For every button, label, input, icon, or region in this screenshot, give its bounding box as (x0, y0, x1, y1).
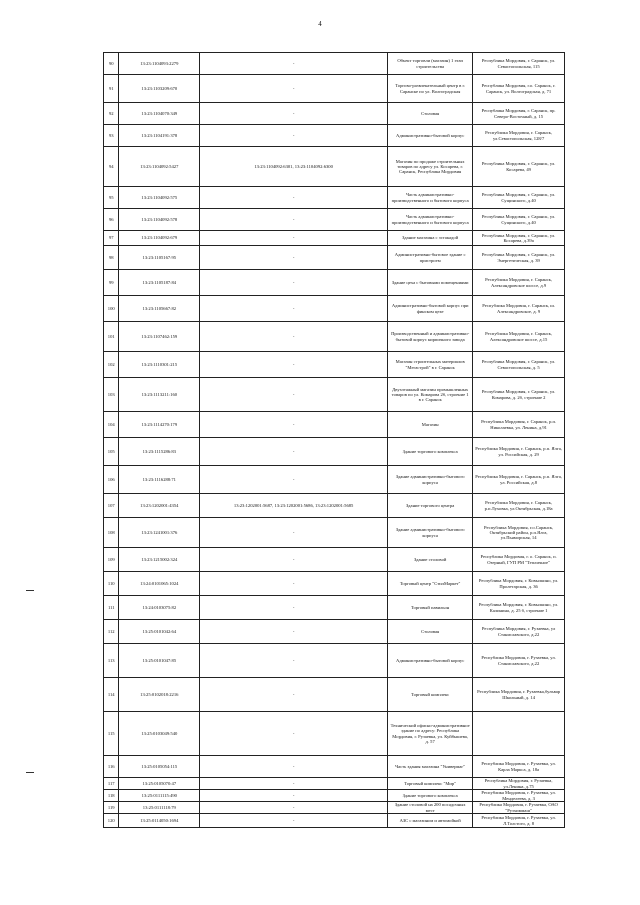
related-cadastral-numbers-cell: 13:23:1202001:5687, 13:23:1202001:5686, 13:23:1202001:5685 (200, 494, 388, 518)
object-name-cell: Здание цеха с бытовыми помещениями (388, 270, 473, 296)
register-table-body (104, 53, 565, 828)
object-name-cell: Торговый комплекс (388, 678, 473, 712)
object-address-cell: Республика Мордовия, г. Саранск, Александровское шоссе, д.15 (473, 322, 565, 352)
row-number-cell: 97 (104, 231, 119, 246)
object-name-cell: Магазин (388, 412, 473, 438)
object-name-cell: Магазин строительных материалов "Мегастрой" в г. Саранск (388, 352, 473, 378)
object-address-cell: Республика Мордовия, г.о.Саранск, Октябрьский район, р.п.Ялга, ул.Пьяморская, 14 (473, 518, 565, 548)
cadastral-number-cell: 13:23:1105167:95 (119, 246, 200, 270)
cadastral-number-cell: 13:23:1113211:160 (119, 378, 200, 412)
cadastral-number-cell: 13:23:1105667:82 (119, 296, 200, 322)
row-number-cell: 99 (104, 270, 119, 296)
table-row (104, 620, 565, 644)
object-address-cell: Республика Мордовия, г. Саранск, ул. Косарева, д.39а (473, 231, 565, 246)
table-row (104, 778, 565, 790)
row-number-cell: 104 (104, 412, 119, 438)
object-name-cell: Столовая (388, 620, 473, 644)
cadastral-number-cell: 13:24:0103075:82 (119, 596, 200, 620)
cadastral-number-cell: 13:25:0101047:85 (119, 644, 200, 678)
cadastral-number-cell: 13:23:1107462:159 (119, 322, 200, 352)
row-number-cell: 92 (104, 103, 119, 125)
object-name-cell: Торговый комплекс "Мир" (388, 778, 473, 790)
table-row (104, 270, 565, 296)
row-number-cell: 113 (104, 644, 119, 678)
object-address-cell (473, 712, 565, 756)
cadastral-number-cell: 13:23:1116288:71 (119, 466, 200, 494)
row-number-cell: 114 (104, 678, 119, 712)
object-name-cell: Часть здания магазина "Универмаг" (388, 756, 473, 778)
object-name-cell: Двухэтажный магазин промышленных товаров по ул. Комарова 2б, строение 1 в г. Саранск (388, 378, 473, 412)
object-address-cell: Республика Мордовия, г. Саранск, ул. Сущинского, д.40 (473, 209, 565, 231)
cadastral-number-cell: 13:23:1104092:575 (119, 187, 200, 209)
related-cadastral-numbers-cell: - (200, 790, 388, 802)
row-number-cell: 108 (104, 518, 119, 548)
table-row (104, 125, 565, 147)
related-cadastral-numbers-cell: - (200, 296, 388, 322)
table-row (104, 209, 565, 231)
related-cadastral-numbers-cell: - (200, 466, 388, 494)
object-name-cell: Административно-бытовое здание с пристроем (388, 246, 473, 270)
object-name-cell: Административно-бытовой корпус (388, 125, 473, 147)
cadastral-number-cell: 13:23:1202001:4354 (119, 494, 200, 518)
object-address-cell: Республика Мордовия, г. Рузаевка, ул. Станиславского, д.22 (473, 644, 565, 678)
object-name-cell: Здание торгового комплекса (388, 438, 473, 466)
cadastral-number-cell: 13:25:0103049:540 (119, 712, 200, 756)
table-row (104, 678, 565, 712)
object-address-cell: Республика Мордовия, г. Рузаевка,бульвар Школьный, д. 14 (473, 678, 565, 712)
object-name-cell: Торговый центр "СтилМаркет" (388, 572, 473, 596)
margin-mark (26, 590, 34, 591)
row-number-cell: 105 (104, 438, 119, 466)
cadastral-number-cell: 13:23:1103209:670 (119, 75, 200, 103)
object-name-cell: Здание торгового комплекса (388, 790, 473, 802)
object-address-cell: Республика Мордовия, г. Саранск, ул.Севастопольская, 128/7 (473, 125, 565, 147)
related-cadastral-numbers-cell: - (200, 572, 388, 596)
related-cadastral-numbers-cell: - (200, 678, 388, 712)
row-number-cell: 109 (104, 548, 119, 572)
related-cadastral-numbers-cell: - (200, 756, 388, 778)
row-number-cell: 106 (104, 466, 119, 494)
table-row (104, 322, 565, 352)
object-address-cell: Республика Мордовия, г. Ковылкино, ул. Калинина, д. 25 б, строение 1 (473, 596, 565, 620)
related-cadastral-numbers-cell: - (200, 103, 388, 125)
cadastral-number-cell: 13:23:1215002:324 (119, 548, 200, 572)
related-cadastral-numbers-cell: - (200, 778, 388, 790)
object-address-cell: Республика Мордовия, г. Рузаевка, ул Станиславского, д.22 (473, 620, 565, 644)
object-name-cell: Торговый павильон (388, 596, 473, 620)
related-cadastral-numbers-cell: - (200, 620, 388, 644)
cadastral-number-cell: 13:23:1105187:84 (119, 270, 200, 296)
object-name-cell: Здание магазина с эстакадой (388, 231, 473, 246)
table-row (104, 103, 565, 125)
table-row (104, 548, 565, 572)
related-cadastral-numbers-cell: - (200, 125, 388, 147)
object-address-cell: Республика Мордовия, г. Саранск, ул. Севастопольская, д. 5 (473, 352, 565, 378)
row-number-cell: 110 (104, 572, 119, 596)
object-name-cell: Административно-бытовой корпус (388, 644, 473, 678)
table-row (104, 187, 565, 209)
object-address-cell: Республика Мордовия, г. Рузаевка, ОАО "Рузхиммаш" (473, 802, 565, 814)
object-address-cell: Республика Мордовия, г. о. Саранск, п. Озерный, ГУП РМ "Тепличное" (473, 548, 565, 572)
related-cadastral-numbers-cell: - (200, 270, 388, 296)
cadastral-number-cell: 13:23:1104092:578 (119, 209, 200, 231)
object-address-cell: Республика Мордовия, г. Рузаевка, ул. Менделеева, д. 3 (473, 790, 565, 802)
object-name-cell: Технический офисно-административное здание по адресу: Республика Мордовия, г. Рузаевка, ул. Куйбышева, д. 57 (388, 712, 473, 756)
object-name-cell: Торгово-развлекательный центр в г. Саранске по ул. Волгоградская (388, 75, 473, 103)
related-cadastral-numbers-cell: - (200, 712, 388, 756)
cadastral-number-cell: 13:25:0114050:1694 (119, 814, 200, 828)
object-address-cell: Республика Мордовия, г. Саранск, р.п.Луховка, ул.Октябрьская, д.18а (473, 494, 565, 518)
related-cadastral-numbers-cell: - (200, 231, 388, 246)
row-number-cell: 102 (104, 352, 119, 378)
object-name-cell: Административно-бытовой корпус при финском цехе (388, 296, 473, 322)
table-row (104, 790, 565, 802)
object-address-cell: Республика Мордовия, г. Саранск, ул. Севастопольская, 115 (473, 53, 565, 75)
row-number-cell: 101 (104, 322, 119, 352)
related-cadastral-numbers-cell: - (200, 352, 388, 378)
margin-mark (26, 772, 34, 773)
cadastral-number-cell: 13:23:1104092:679 (119, 231, 200, 246)
table-row (104, 231, 565, 246)
related-cadastral-numbers-cell: - (200, 548, 388, 572)
related-cadastral-numbers-cell: 13:23:1104092:6301, 13:23:1104092:6300 (200, 147, 388, 187)
object-name-cell: Здание столовой (388, 548, 473, 572)
row-number-cell: 116 (104, 756, 119, 778)
object-address-cell: Республика Мордовия, г. Саранск, р.п. Николаевка, ул. Ленина, д.91 (473, 412, 565, 438)
object-address-cell: Республика Мордовия, г.о. Саранск, г. Саранск, ул. Волгоградская, д. 71 (473, 75, 565, 103)
object-address-cell: Республика Мордовия, г. Саранск, ул. Сущинского, д.40 (473, 187, 565, 209)
table-row (104, 296, 565, 322)
row-number-cell: 98 (104, 246, 119, 270)
related-cadastral-numbers-cell: - (200, 209, 388, 231)
cadastral-number-cell: 13:25:0101042:64 (119, 620, 200, 644)
object-address-cell: Республика Мордовия, г. Саранск, ул. Косарева, 49 (473, 147, 565, 187)
cadastral-number-cell: 13:23:1115286:83 (119, 438, 200, 466)
row-number-cell: 90 (104, 53, 119, 75)
cadastral-number-cell: 13:23:1241001:376 (119, 518, 200, 548)
row-number-cell: 107 (104, 494, 119, 518)
object-address-cell: Республика Мордовия, г. Саранск, ш. Александровское, д. 9 (473, 296, 565, 322)
register-table (103, 52, 565, 828)
row-number-cell: 100 (104, 296, 119, 322)
related-cadastral-numbers-cell: - (200, 246, 388, 270)
cadastral-number-cell: 13:23:1104191:378 (119, 125, 200, 147)
related-cadastral-numbers-cell: - (200, 518, 388, 548)
cadastral-number-cell: 13:23:1104070:349 (119, 103, 200, 125)
table-row (104, 518, 565, 548)
object-address-cell: Республика Мордовия, г. Саранск, пр. Северо-Восточный, д. 15 (473, 103, 565, 125)
object-address-cell: Республика Мордовия, г. Рузаевка, ул. Карла Маркса, д. 18а (473, 756, 565, 778)
related-cadastral-numbers-cell: - (200, 596, 388, 620)
table-row (104, 596, 565, 620)
object-name-cell: Здание административно-бытового корпуса (388, 466, 473, 494)
row-number-cell: 120 (104, 814, 119, 828)
object-address-cell: Республика Мордовия, г. Саранск, ул. Комарова, д. 2б, строение 2 (473, 378, 565, 412)
row-number-cell: 91 (104, 75, 119, 103)
object-name-cell: Здание торгового центра (388, 494, 473, 518)
table-row (104, 802, 565, 814)
object-address-cell: Республика Мордовия, г. Саранск, ул. Энергетическая, д. 39 (473, 246, 565, 270)
related-cadastral-numbers-cell: - (200, 53, 388, 75)
register-table-container (103, 52, 565, 828)
cadastral-number-cell: 13:25:0105070:47 (119, 778, 200, 790)
table-row (104, 756, 565, 778)
row-number-cell: 96 (104, 209, 119, 231)
related-cadastral-numbers-cell: - (200, 644, 388, 678)
related-cadastral-numbers-cell: - (200, 322, 388, 352)
object-address-cell: Республика Мордовия, г. Саранск, Александровское шоссе, д.9 (473, 270, 565, 296)
object-name-cell: Объект торговли (магазин) 1 этап строительства (388, 53, 473, 75)
related-cadastral-numbers-cell: - (200, 814, 388, 828)
table-row (104, 494, 565, 518)
table-row (104, 712, 565, 756)
table-row (104, 352, 565, 378)
table-row (104, 75, 565, 103)
table-row (104, 438, 565, 466)
object-name-cell: Здание столовой на 200 посадочных мест (388, 802, 473, 814)
row-number-cell: 111 (104, 596, 119, 620)
table-row (104, 644, 565, 678)
cadastral-number-cell: 13:23:1104093:2279 (119, 53, 200, 75)
object-name-cell: Часть административно-производственного и бытового корпуса (388, 209, 473, 231)
cadastral-number-cell: 13:23:1114270:179 (119, 412, 200, 438)
cadastral-number-cell: 13:23:1110301:215 (119, 352, 200, 378)
object-name-cell: Часть административно-производственного и бытового корпуса (388, 187, 473, 209)
object-address-cell: Республика Мордовия, г. Рузаевка, ул. Л.Толстого, д. 8 (473, 814, 565, 828)
table-row (104, 814, 565, 828)
object-address-cell: Республика Мордовия, г. Саранск, р.п. Ялга, ул. Российская, д. 29 (473, 438, 565, 466)
related-cadastral-numbers-cell: - (200, 75, 388, 103)
cadastral-number-cell: 13:25:0102018:2216 (119, 678, 200, 712)
table-row (104, 466, 565, 494)
object-name-cell: АЗС с магазином и автомойкой (388, 814, 473, 828)
object-address-cell: Республика Мордовия, г. Саранск, р.п. Ялга, ул. Российская, д.8 (473, 466, 565, 494)
object-address-cell: Республика Мордовия, г. Ковылкино, ул. Пролетарская, д. 36 (473, 572, 565, 596)
cadastral-number-cell: 13:25:0111115:490 (119, 790, 200, 802)
table-row (104, 246, 565, 270)
related-cadastral-numbers-cell: - (200, 438, 388, 466)
row-number-cell: 115 (104, 712, 119, 756)
object-name-cell: Магазин по продаже строительных товаров по адресу ул. Косарева, г. Саранск, Республика Мордовия (388, 147, 473, 187)
row-number-cell: 95 (104, 187, 119, 209)
related-cadastral-numbers-cell: - (200, 187, 388, 209)
table-row (104, 412, 565, 438)
cadastral-number-cell: 13:25:0105054:115 (119, 756, 200, 778)
object-name-cell: Столовая (388, 103, 473, 125)
table-row (104, 53, 565, 75)
related-cadastral-numbers-cell: - (200, 378, 388, 412)
row-number-cell: 119 (104, 802, 119, 814)
related-cadastral-numbers-cell: - (200, 412, 388, 438)
cadastral-number-cell: 13:25:0111118:79 (119, 802, 200, 814)
table-row (104, 378, 565, 412)
row-number-cell: 118 (104, 790, 119, 802)
row-number-cell: 93 (104, 125, 119, 147)
row-number-cell: 112 (104, 620, 119, 644)
row-number-cell: 94 (104, 147, 119, 187)
object-name-cell: Производственный и административно-бытовой корпус кирпичного завода (388, 322, 473, 352)
page-number: 4 (318, 20, 322, 28)
object-name-cell: Здание административно-бытового корпуса (388, 518, 473, 548)
cadastral-number-cell: 13:24:0101065:1024 (119, 572, 200, 596)
table-row (104, 572, 565, 596)
table-row (104, 147, 565, 187)
cadastral-number-cell: 13:23:1104092:5427 (119, 147, 200, 187)
row-number-cell: 103 (104, 378, 119, 412)
related-cadastral-numbers-cell: - (200, 802, 388, 814)
row-number-cell: 117 (104, 778, 119, 790)
object-address-cell: Республика Мордовия, г. Рузаевка, ул.Ленина, д.75 (473, 778, 565, 790)
